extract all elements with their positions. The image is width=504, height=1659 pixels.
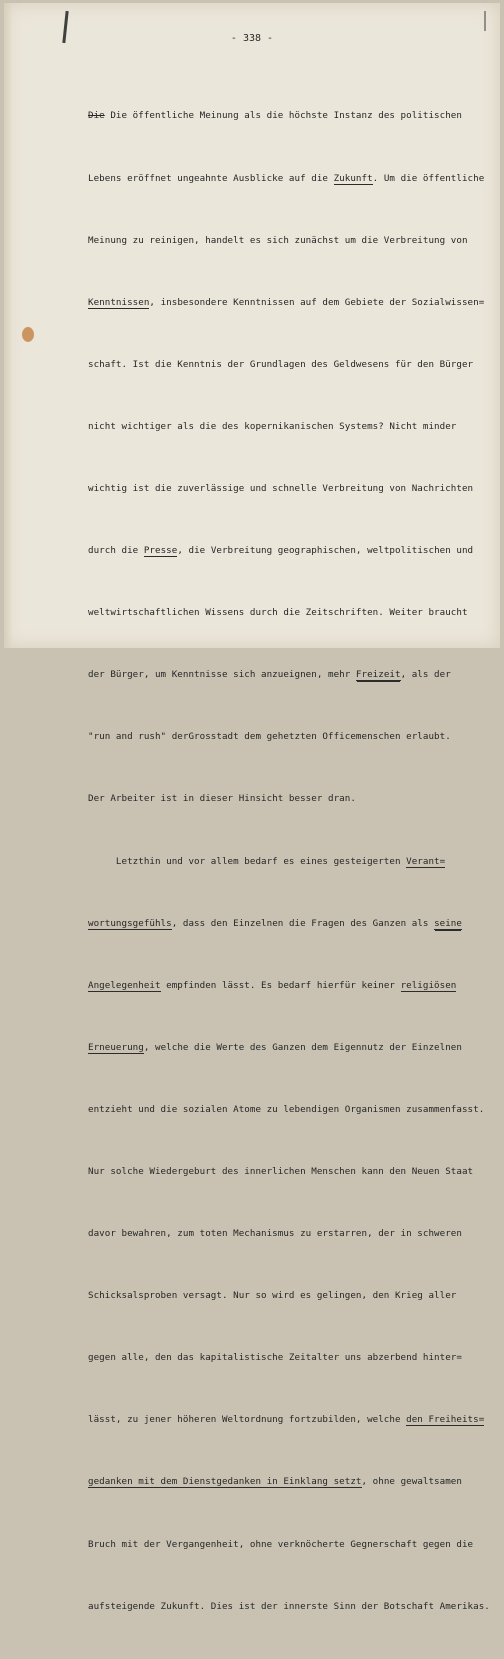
text-line: schaft. Ist die Kenntnis der Grundlagen des Geldwesens für den Bürger [88,358,474,370]
page-edge-shadow [4,3,12,648]
text-line: Nur solche Wiedergeburt des innerlichen Menschen kann den Neuen Staat [88,1166,474,1177]
typescript-body [88,65,500,1659]
text-line: gedanken mit dem Dienstgedanken in Einklang setzt, ohne gewaltsamen [88,1476,462,1488]
text-line: lässt, zu jener höheren Weltordnung fortzubilden, welche den Freiheits= [88,1414,485,1426]
text-line: nicht wichtiger als die des kopernikanischen Systems? Nicht minder [88,420,457,432]
text-line: Der Arbeiter ist in dieser Hinsicht besser dran. [88,793,356,805]
text-line: Letzthin und vor allem bedarf es eines gesteigerten Verant= [88,855,446,867]
document-page [4,3,500,1612]
underlined-word: religiösen [400,979,457,991]
underlined-word: seine [434,917,462,929]
underlined-phrase: gedanken mit dem Dienstgedanken in Einklang setzt [88,1476,362,1488]
text-line: Lebens eröffnet ungeahnte Ausblicke auf die Zukunft. Um die öffentliche [88,172,485,184]
text-line: wichtig ist die zuverlässige und schnelle Verbreitung von Nachrichten [88,482,474,494]
text-line: Schicksalsproben versagt. Nur so wird es gelingen, den Krieg aller [88,1290,457,1302]
underlined-word: Verant= [406,855,446,867]
text-line: aufsteigende Zukunft. Dies ist der innerste Sinn der Botschaft Amerikas. [88,1600,490,1612]
text-line: der Bürger, um Kenntnisse sich anzueignen, mehr Freizeit, als der [88,669,451,681]
text-line: "run and rush" derGrosstadt dem gehetzten Officemenschen erlaubt. [88,731,451,743]
underlined-phrase: den Freiheits= [406,1414,485,1426]
text-line: Meinung zu reinigen, handelt es sich zunächst um die Verbreitung von [88,234,468,246]
underlined-word: Kenntnissen [88,296,150,308]
corner-pencil-mark [484,11,486,31]
struck-word: Die [88,110,105,122]
underlined-word: Presse [143,545,178,557]
page-number: - 338 - [230,33,274,44]
text-line: gegen alle, den das kapitalistische Zeitalter uns abzerbend hinter= [88,1352,462,1364]
text-line: weltwirtschaftlichen Wissens durch die Zeitschriften. Weiter braucht [88,607,468,619]
underlined-word: Erneuerung [88,1041,144,1053]
underlined-word: Angelegenheit [88,979,161,991]
text-line: Erneuerung, welche die Werte des Ganzen dem Eigennutz der Einzelnen [88,1041,462,1053]
text-line: entzieht und die sozialen Atome zu lebendigen Organismen zusammenfasst. [88,1103,485,1115]
text-line: wortungsgefühls, dass den Einzelnen die Fragen des Ganzen als seine [88,917,462,929]
underlined-word: Freizeit [355,669,401,681]
text-line: Kenntnissen, insbesondere Kenntnissen auf dem Gebiete der Sozialwissen= [88,296,485,308]
punch-hole-stain [22,327,34,342]
text-line: davor bewahren, zum toten Mechanismus zu erstarren, der in schweren [88,1228,462,1240]
text-line: Bruch mit der Vergangenheit, ohne verknöcherte Gegnerschaft gegen die [88,1538,474,1550]
underlined-word: wortungsgefühls [88,917,172,929]
text-line: durch die Presse, die Verbreitung geographischen, weltpolitischen und [88,545,474,557]
text-line: Die Die öffentliche Meinung als die höchste Instanz des politischen [88,110,462,122]
text-line: Angelegenheit empfinden lässt. Es bedarf hierfür keiner religiösen [88,979,457,991]
underlined-word: Zukunft [333,172,373,184]
